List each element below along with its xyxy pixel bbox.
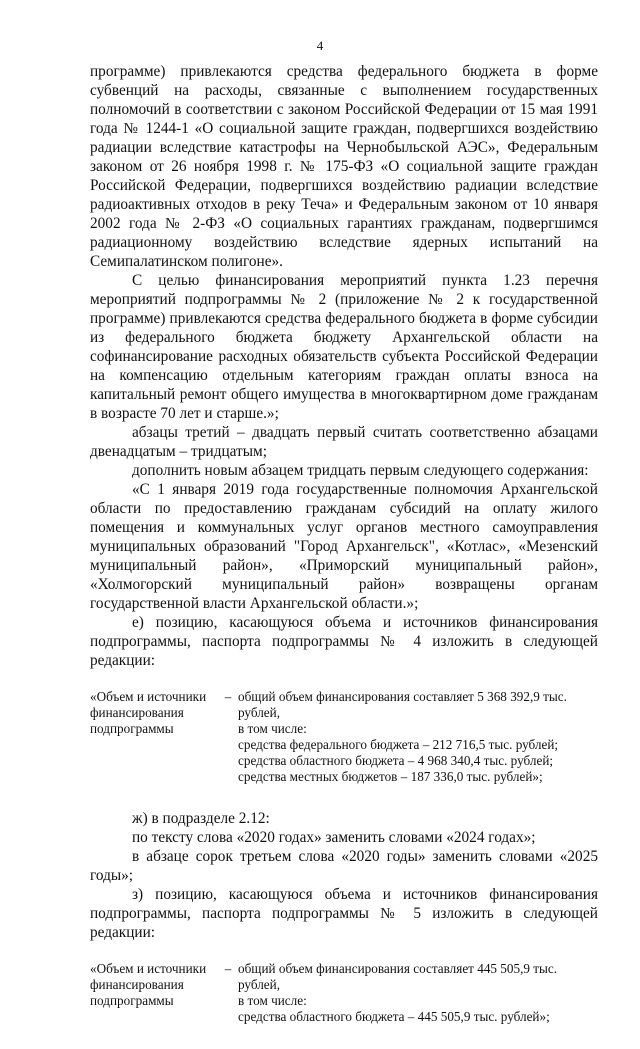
funding-table-dash: – (224, 689, 232, 704)
funding-table-label: «Объем и источники финансирования подпрограммы (90, 689, 207, 736)
funding-line: средства местных бюджетов – 187 336,0 тыс. рублей»; (238, 769, 543, 784)
paragraph: абзацы третий – двадцать первый считать соответственно абзацами двенадцатым – тридцатым; (90, 424, 598, 460)
page-number: 4 (316, 38, 324, 53)
paragraph: ж) в подразделе 2.12: (132, 810, 270, 827)
paragraph: программе) привлекаются средства федерального бюджета в форме субвенций на расходы, связанные с выполнением государственных полномочий в соответствии с законом Российской Федерации от 15 мая 1991 года № 1244-1 «О социальной защите граждан, подвергшихся воздействию радиации вследствие катастрофы на Чернобыльской АЭС», Федеральным законом от 26 ноября 1998 г. № 175-ФЗ «О социальной защите граждан Российской Федерации, подвергшихся воздействию радиации вследствие радиоактивных отходов в реку Теча» и Федеральным законом от 10 января 2002 года № 2-ФЗ «О социальных гарантиях гражданам, подвергшимся радиационному воздействию вследствие ядерных испытаний на Семипалатинском полигоне». (90, 63, 598, 270)
funding-line: средства федерального бюджета – 212 716,5 тыс. рублей; (238, 737, 559, 752)
paragraph: е) позицию, касающуюся объема и источников финансирования подпрограммы, паспорта подпрограммы № 4 изложить в следующей редакции: (90, 614, 598, 669)
paragraph: в абзаце сорок третьем слова «2020 годы» заменить словами «2025 годы»; (90, 848, 598, 884)
funding-line: средства областного бюджета – 4 968 340,4 тыс. рублей; (238, 753, 554, 768)
funding-line: в том числе: (238, 721, 307, 736)
funding-table-subprogram-4 (90, 689, 598, 785)
funding-line: общий объем финансирования составляет 5 368 392,9 тыс. рублей, (238, 689, 567, 720)
funding-table-label: «Объем и источники финансирования подпрограммы (90, 961, 207, 1008)
paragraph: «С 1 января 2019 года государственные полномочия Архангельской области по предоставлению гражданам субсидий на оплату жилого помещения и коммунальных услуг органов местного самоуправления муниципальных образований "Город Архангельск", «Котлас», «Мезенский муниципальный район», «Приморский муниципальный район», «Холмогорский муниципальный район» возвращены органам государственной власти Архангельской области.»; (90, 481, 598, 612)
funding-table-values (238, 961, 598, 1025)
funding-line: средства областного бюджета – 445 505,9 тыс. рублей»; (238, 1009, 550, 1024)
document-body (90, 62, 598, 1049)
funding-table-values (238, 689, 598, 785)
paragraph: С целью финансирования мероприятий пункта 1.23 перечня мероприятий подпрограммы № 2 (приложение № 2 к государственной программе) привлекаются средства федерального бюджета в форме субсидии из федерального бюджета бюджету Архангельской области на софинансирование расходных обязательств субъекта Российской Федерации на компенсацию отдельным категориям граждан оплаты взноса на капитальный ремонт общего имущества в многоквартирном доме гражданам в возрасте 70 лет и старше.»; (90, 272, 598, 422)
paragraph: з) позицию, касающуюся объема и источников финансирования подпрограммы, паспорта подпрограммы № 5 изложить в следующей редакции: (90, 886, 598, 941)
paragraph: по тексту слова «2020 годах» заменить словами «2024 годах»; (132, 829, 536, 846)
funding-table-subprogram-5 (90, 961, 598, 1025)
funding-line: в том числе: (238, 993, 307, 1008)
funding-line: общий объем финансирования составляет 445 505,9 тыс. рублей, (238, 961, 558, 992)
paragraph: дополнить новым абзацем тридцать первым следующего содержания: (132, 462, 589, 479)
funding-table-dash: – (224, 961, 232, 976)
